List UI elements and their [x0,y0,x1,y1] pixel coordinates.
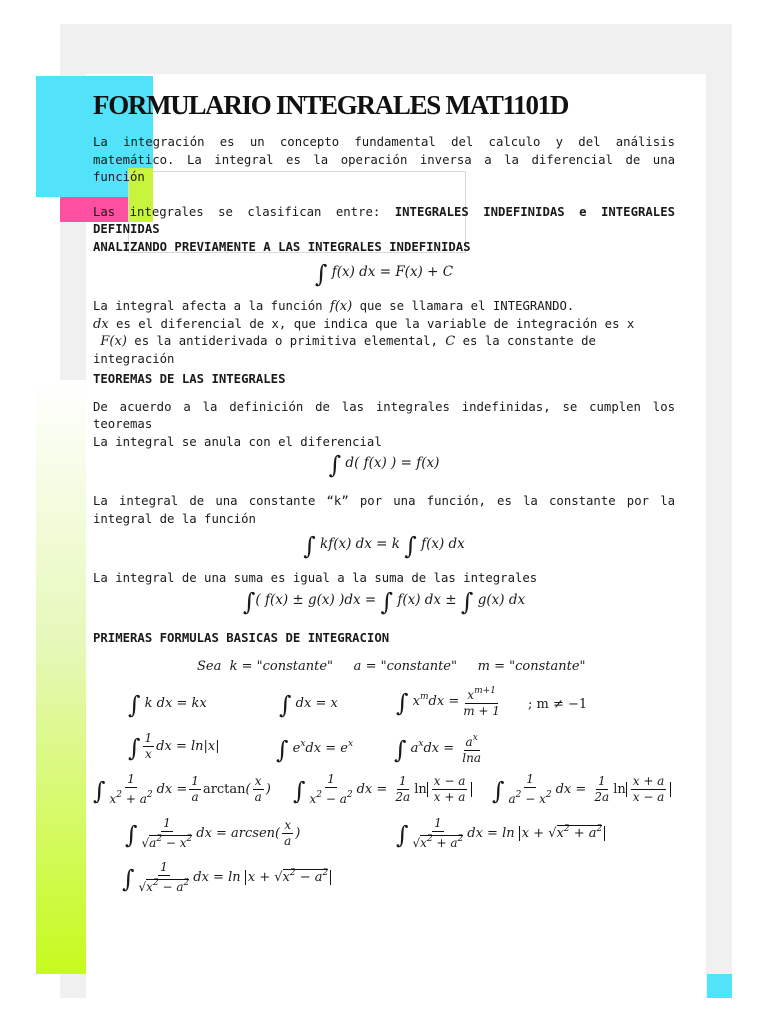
differential-line [93,316,675,334]
heading-analyzing: ANALIZANDO PREVIAMENTE A LAS INTEGRALES INDEFINIDAS [93,239,471,254]
formula-ln-a-minus-x: ∫ $\frac{1}{a^2 - x^2}$ dx = $\frac{1}{2a}$ ln $\frac{x + a}{x - a}$ [492,772,671,807]
formula-power-base: ∫ $a^xdx$ = $\frac{a^x}{\ln a}$ [394,733,482,765]
decor-gradient-bar [36,380,86,974]
intro-paragraph: La integración es un concepto fundamental del calculo y del análisis matemático. La integral es la operación inversa a la diferencial de una función [93,135,675,184]
formula-exponential: ∫ $e^xdx = e^x$ [276,736,354,764]
classification-bold: INTEGRALES INDEFINIDAS e INTEGRALES DEFINIDAS [93,204,675,236]
formula-arcsen: ∫ $\frac{1}{√a^2 - x^2}$ dx = arcsen( $\frac{x}{a}$ ) [125,816,301,850]
integrand-line [93,298,675,316]
antiderivative-math: F(x) [100,334,127,349]
classification-paragraph [93,204,675,239]
formula-ln-sqrt-minus: ∫ $\frac{1}{√x^2 - a^2}$ dx = $\ln x + √x^2 - a^2$ [122,860,331,895]
theorem-3-text: La integral de una suma es igual a la suma de las integrales [93,571,538,585]
decor-cyan-corner [707,974,732,998]
theorem-2-formula: ∫ kf(x) dx = k ∫ f(x) dx [303,532,465,560]
formula-constant: ∫ k dx = kx [128,691,207,719]
formula-power: ∫ $x^mdx$ = $\frac{x^{m+1}}{m + 1}$ [396,686,500,718]
formula-reciprocal: ∫ $\frac{1}{x}$ dx = ln|x| [128,731,220,762]
differential-math: dx [93,316,109,332]
theorem-3-formula: ∫( f(x) ± g(x) )dx = ∫ f(x) dx ± ∫ g(x) dx [242,587,526,616]
antiderivative-text: es la antiderivada o primitiva elemental, [126,334,446,348]
classification-prefix: Las integrales se clasifican entre: [93,204,395,219]
formula-ln-sqrt-plus: ∫ $\frac{1}{√x^2 + a^2}$ dx = $\ln x + √x^2 + a^2$ [396,816,605,851]
document-content [93,88,675,647]
formula-ln-x-minus-a: ∫ $\frac{1}{x^2 - a^2}$ dx = $\frac{1}{2a}$ ln $\frac{x - a}{x + a}$ [293,772,472,807]
integrand-math: f(x) [329,299,353,314]
formula-power-condition: ; m ≠ −1 [528,697,588,712]
constant-math: C [445,334,456,349]
formula-dx: ∫ dx = x [279,691,338,719]
constants-line: Sea k = "constante" a = "constante" m = "constante" [197,659,586,674]
main-formula: ∫ f(x) dx = F(x) + C [314,260,454,288]
theorem-1-text: La integral se anula con el diferencial [93,434,382,449]
integrand-text-a: La integral afecta a la función [93,299,330,313]
theorems-intro: De acuerdo a la definición de las integrales indefinidas, se cumplen los teoremas [93,399,675,431]
antiderivative-text-c: es la constante de integración [93,334,596,366]
theorem-2-text: La integral de una constante “k” por una función, es la constante por la integral de la función [93,494,675,526]
formula-arctan: ∫ $\frac{1}{x^2 + a^2}$ dx = $\frac{1}{a}$ arctan( $\frac{x}{a}$ ) [93,772,271,806]
antiderivative-line [93,333,675,368]
theorem-1-formula: ∫ d( f(x) ) = f(x) [328,451,440,479]
differential-text: es el diferencial de x, que indica que la variable de integración es x [108,316,635,331]
document-title: FORMULARIO INTEGRALES MAT1101D [93,90,569,120]
heading-theorems: TEOREMAS DE LAS INTEGRALES [93,372,286,386]
heading-basic-formulas: PRIMERAS FORMULAS BASICAS DE INTEGRACION [93,630,390,645]
integrand-text-b: que se llamara el INTEGRANDO. [352,299,575,313]
